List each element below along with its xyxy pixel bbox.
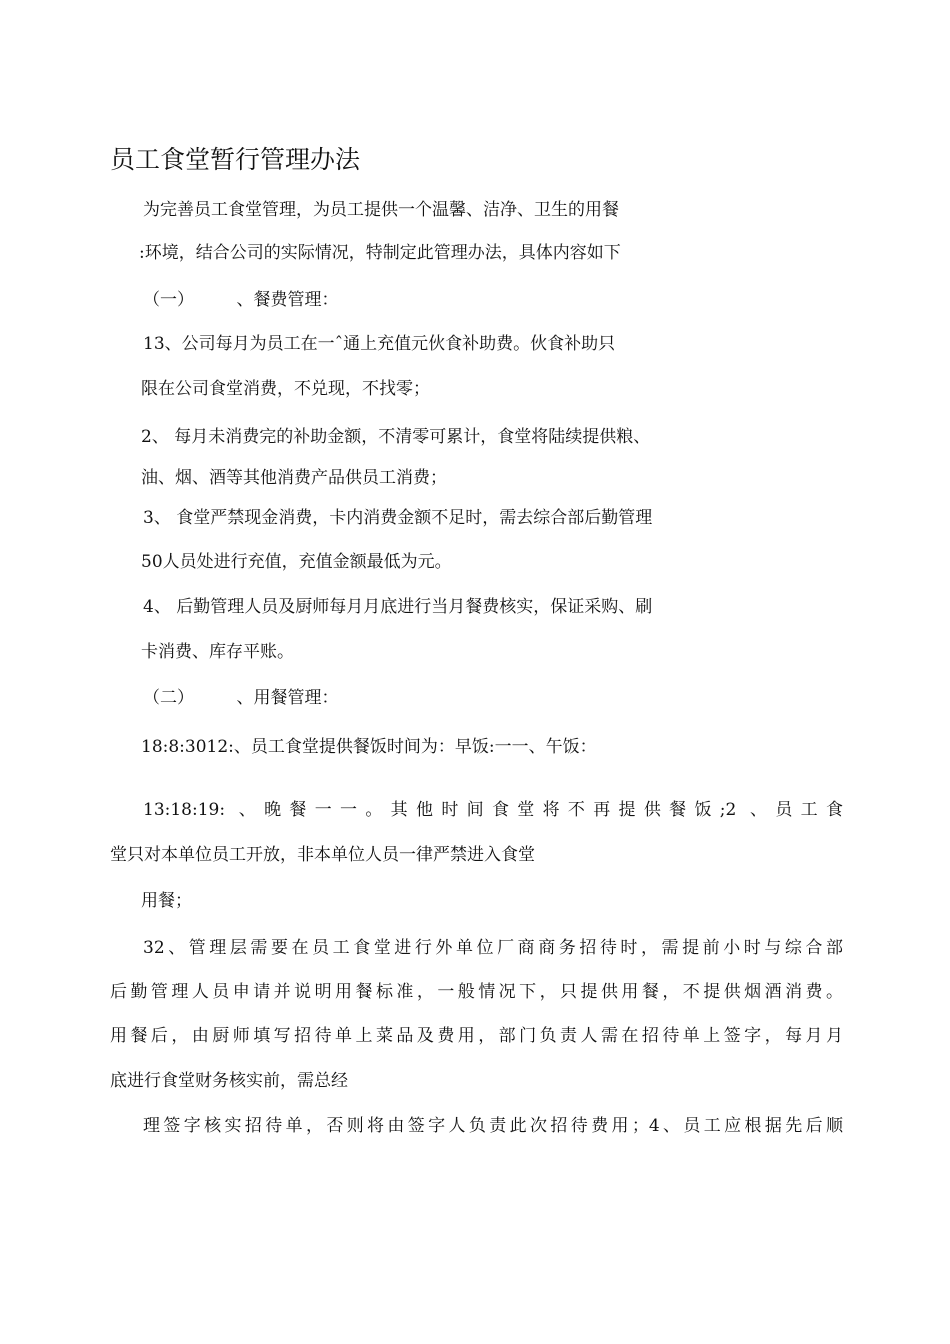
paragraph-line: 32、管理层需要在员工食堂进行外单位厂商商务招待时，需提前小时与综合部 xyxy=(143,938,843,958)
paragraph-line: :环境，结合公司的实际情况，特制定此管理办法，具体内容如下 xyxy=(139,243,621,263)
paragraph-line: 限在公司食堂消费，不兑现，不找零； xyxy=(141,379,430,399)
paragraph-line: 18:8:3012:、员工食堂提供餐饭时间为：早饭:一一、午饭： xyxy=(141,737,597,757)
paragraph-line: 后勤管理人员申请并说明用餐标准，一般情况下，只提供用餐，不提供烟酒消费。 xyxy=(110,982,843,1002)
paragraph-line: 用餐； xyxy=(141,891,192,911)
paragraph-line: 2、 每月未消费完的补助金额，不清零可累计，食堂将陆续提供粮、 xyxy=(141,427,651,447)
paragraph-line: 底进行食堂财务核实前，需总经 xyxy=(110,1071,348,1091)
paragraph-line: 4、 后勤管理人员及厨师每月月底进行当月餐费核实，保证采购、刷 xyxy=(143,597,653,617)
paragraph-line: 堂只对本单位员工开放，非本单位人员一律严禁进入食堂 xyxy=(110,845,535,865)
paragraph-line: 用餐后，由厨师填写招待单上菜品及费用，部门负责人需在招待单上签字，每月月 xyxy=(110,1026,843,1046)
paragraph-line: 3、 食堂严禁现金消费，卡内消费金额不足时，需去综合部后勤管理 xyxy=(143,508,653,528)
section-heading: （一） 、餐费管理： xyxy=(143,290,339,310)
paragraph-line: 理签字核实招待单，否则将由签字人负责此次招待费用；4、员工应根据先后顺 xyxy=(143,1116,843,1136)
paragraph-line: 卡消费、库存平账。 xyxy=(141,642,294,662)
paragraph-line: 为完善员工食堂管理，为员工提供一个温馨、洁净、卫生的用餐 xyxy=(143,200,619,220)
paragraph-line: 13:18:19: 、晚餐一一。其他时间食堂将不再提供餐饭;2 、员工食 xyxy=(143,800,843,820)
paragraph-line: 13、公司每月为员工在一ˆ通上充值元伙食补助费。伙食补助只 xyxy=(143,334,616,354)
paragraph-line: 油、烟、酒等其他消费产品供员工消费； xyxy=(141,468,447,488)
section-heading: （二） 、用餐管理： xyxy=(143,688,339,708)
paragraph-line: 50人员处进行充值，充值金额最低为元。 xyxy=(141,552,452,572)
document-title: 员工食堂暂行管理办法 xyxy=(110,145,361,174)
